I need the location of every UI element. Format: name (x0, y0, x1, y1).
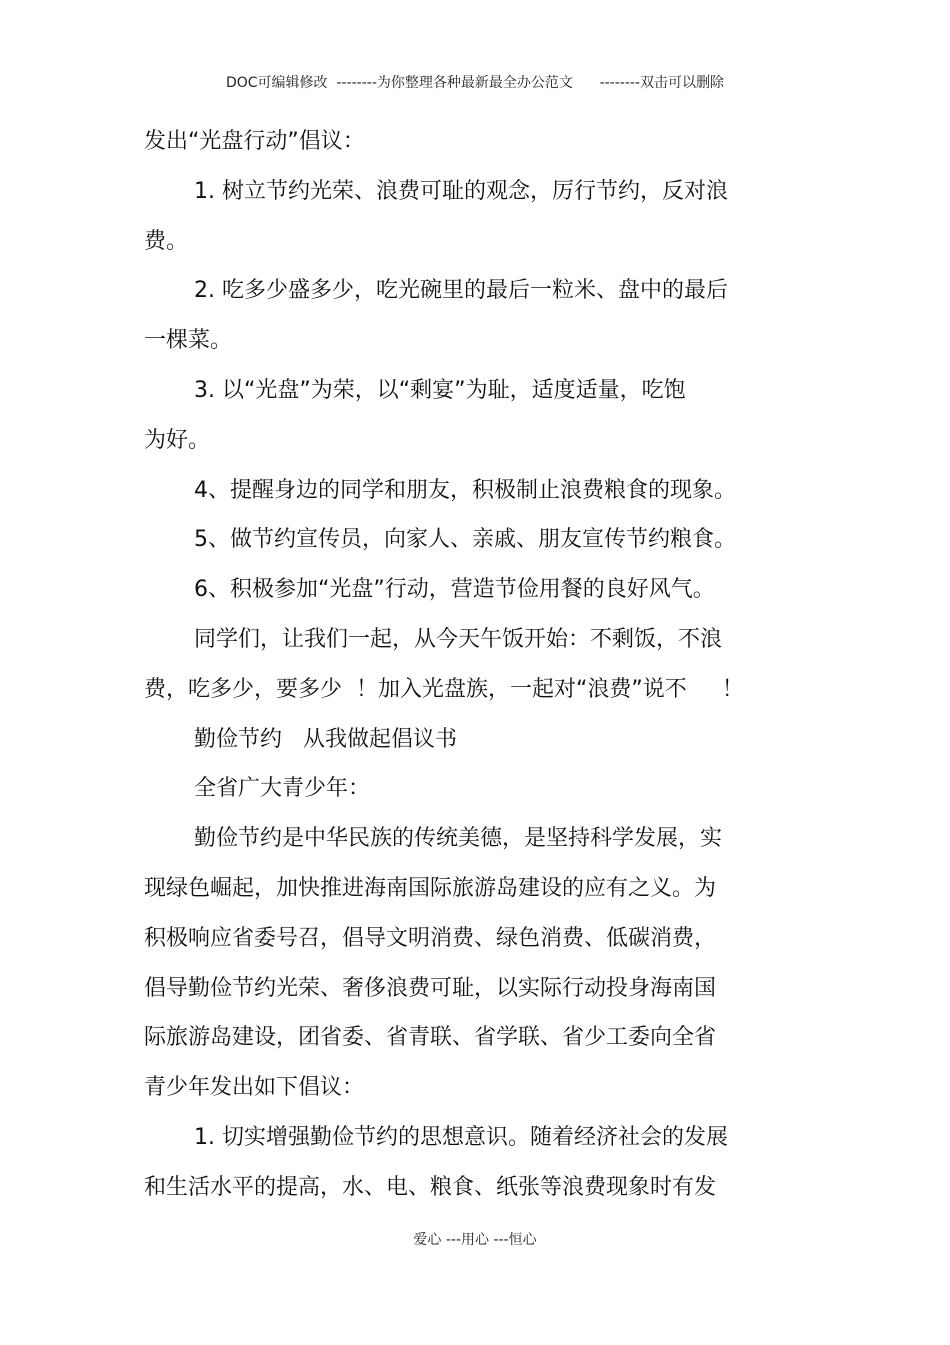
text-line: 4、提醒身边的同学和朋友，积极制止浪费粮食的现象。 (194, 477, 736, 503)
text-line: 3. 以“光盘”为荣，以“剩宴”为耻，适度适量，吃饱 (194, 377, 686, 403)
text-line: 积极响应省委号召，倡导文明消费、绿色消费、低碳消费， (144, 925, 717, 951)
text-line: 费。 (144, 228, 189, 254)
text-line: 勤俭节约是中华民族的传统美德，是坚持科学发展，实 (194, 826, 723, 852)
text-line: 际旅游岛建设，团省委、省青联、省学联、省少工委向全省 (144, 1025, 717, 1051)
text-line: 2. 吃多少盛多少，吃光碗里的最后一粒米、盘中的最后 (194, 278, 728, 304)
page-header: DOC可编辑修改 --------为你整理各种最新最全办公范文 --------双击可以删除 (225, 75, 724, 91)
text-line: 同学们，让我们一起，从今天午饭开始：不剩饭，不浪 (194, 626, 723, 652)
section-title: 勤俭节约 从我做起倡议书 (194, 726, 457, 752)
text-line: 一棵菜。 (144, 328, 233, 354)
text-line: 倡导勤俭节约光荣、奢侈浪费可耻，以实际行动投身海南国 (144, 975, 717, 1001)
text-line: 5、做节约宣传员，向家人、亲戚、朋友宣传节约粮食。 (194, 527, 736, 553)
text-line: 青少年发出如下倡议： (144, 1075, 365, 1101)
text-line: 为好。 (144, 427, 211, 453)
text-line: 1. 切实增强勤俭节约的思想意识。随着经济社会的发展 (194, 1124, 728, 1150)
text-line: 和生活水平的提高，水、电、粮食、纸张等浪费现象时有发 (144, 1174, 717, 1200)
text-line: 1. 树立节约光荣、浪费可耻的观念，厉行节约，反对浪 (194, 178, 728, 204)
text-line: 费，吃多少，要多少 ！加入光盘族，一起对“浪费”说不 ！ (144, 676, 744, 702)
text-line: 6、积极参加“光盘”行动，营造节俭用餐的良好风气。 (194, 577, 715, 603)
text-line: 发出“光盘行动”倡议： (144, 129, 365, 154)
salutation: 全省广大青少年： (194, 776, 371, 802)
text-line: 现绿色崛起，加快推进海南国际旅游岛建设的应有之义。为 (144, 875, 717, 901)
document-body (144, 117, 804, 1213)
page-footer: 爱心 ---用心 ---恒心 (413, 1232, 537, 1248)
